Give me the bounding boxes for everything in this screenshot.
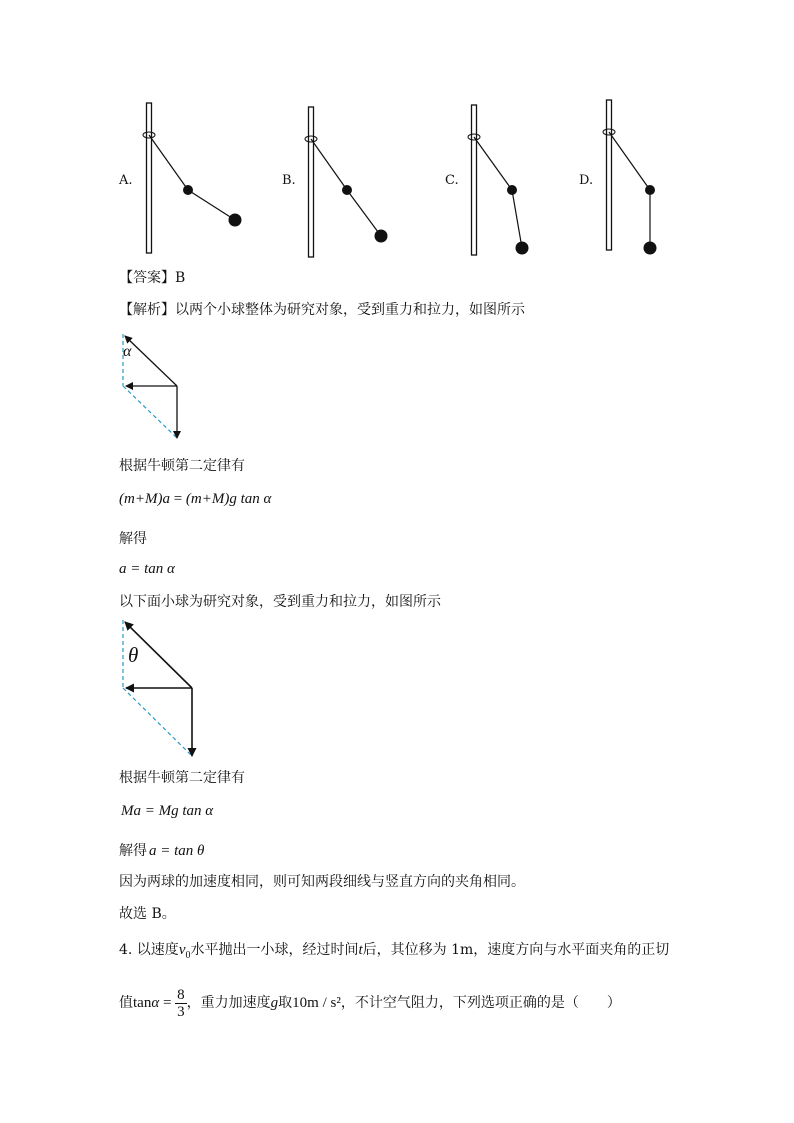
force-diagram-lower-ball <box>114 614 204 764</box>
ball-upper <box>645 185 655 195</box>
ball-lower <box>644 242 657 255</box>
analysis-tag: 【解析】 <box>119 302 175 318</box>
option-d-label: D. <box>579 173 594 188</box>
v0-symbol: $v_0$ <box>178 942 191 961</box>
g-symbol: g <box>270 995 279 1011</box>
equation-2: a = tan α <box>119 561 175 577</box>
equation-4: a = tan θ <box>149 843 205 859</box>
option-c-figure <box>468 105 529 255</box>
analysis-intro-text: 以两个小球整体为研究对象，受到重力和拉力，如图所示 <box>175 302 525 318</box>
options-figure <box>100 95 700 265</box>
ball-lower <box>229 214 242 227</box>
fraction-8-3 <box>175 987 187 1020</box>
ball-upper <box>507 185 517 195</box>
eq1-right: (m+M)g tan α <box>185 491 272 507</box>
q4-text-c: 后，其位移为 1m，速度方向与水平面夹角的正切 <box>362 942 670 958</box>
frac-denominator: 3 <box>177 1003 185 1020</box>
ball-lower <box>516 242 529 255</box>
option-a-label: A. <box>119 173 133 188</box>
answer-value: B <box>175 270 186 286</box>
q4-text-b: 水平抛出一小球，经过时间 <box>190 942 359 958</box>
q4-text-f: 取 <box>278 995 293 1011</box>
equation-1: (m+M)a = (m+M)g tan α <box>119 491 272 507</box>
q4-text-g: ，不计空气阻力，下列选项正确的是（ ） <box>340 995 621 1011</box>
angle-theta-label: θ <box>128 643 139 667</box>
solve-label-2: 解得 <box>119 843 147 859</box>
tan-alpha: tanα = <box>133 995 176 1011</box>
newton-line-2: 根据牛顿第二定律有 <box>119 770 245 786</box>
option-d-figure <box>603 100 657 255</box>
q4-text-e: ，重力加速度 <box>186 995 271 1011</box>
ball-lower <box>375 230 388 243</box>
answer-line <box>119 269 185 287</box>
q4-text-d: 值 <box>119 995 133 1011</box>
conclusion-line: 因为两球的加速度相同，则可知两段细线与竖直方向的夹角相同。 <box>119 874 525 890</box>
option-c-label: C. <box>445 173 459 188</box>
equation-3: Ma = Mg tan α <box>121 803 214 819</box>
option-b-figure <box>305 107 388 257</box>
eq1-left: (m+M)a <box>119 491 170 507</box>
q4-text-a: 4. 以速度 <box>119 942 179 958</box>
analysis-intro-2: 以下面小球为研究对象，受到重力和拉力，如图所示 <box>119 594 441 610</box>
t-symbol: t <box>358 942 363 958</box>
g-value: 10m / s² <box>292 995 341 1011</box>
answer-tag: 【答案】 <box>119 270 175 286</box>
solve-line-2 <box>119 842 204 860</box>
option-b-label: B. <box>282 173 296 188</box>
ball-upper <box>342 185 352 195</box>
option-a-figure <box>143 103 242 253</box>
question-4-line-2 <box>119 985 621 1021</box>
angle-alpha-label: α <box>123 343 132 360</box>
choice-line: 故选 B。 <box>119 906 176 922</box>
solve-line-1: 解得 <box>119 531 147 547</box>
analysis-intro <box>119 301 525 319</box>
frac-numerator: 8 <box>177 986 185 1003</box>
newton-line-1: 根据牛顿第二定律有 <box>119 458 245 474</box>
ball-upper <box>183 185 193 195</box>
question-4-line-1 <box>119 941 669 965</box>
